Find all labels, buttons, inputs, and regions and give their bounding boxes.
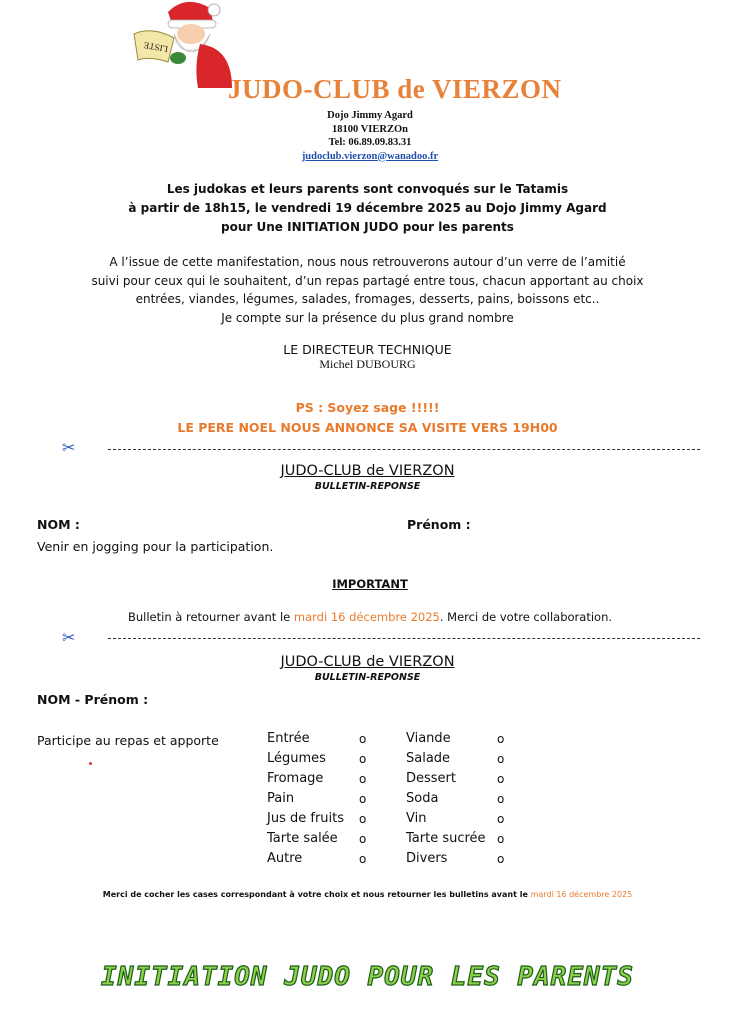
food-option-label: Tarte sucrée: [406, 831, 486, 846]
email-link[interactable]: judoclub.vierzon@wanadoo.fr: [301, 150, 439, 162]
food-option-label: Divers: [406, 851, 448, 866]
footer-note-date: mardi 16 décembre 2025: [530, 890, 633, 899]
dojo-name: Dojo Jimmy Agard: [327, 110, 413, 121]
food-option[interactable]: [267, 791, 371, 811]
city-line: 18100 VIERZOn: [332, 123, 408, 135]
important-heading: IMPORTANT: [332, 577, 408, 591]
checkbox-circle[interactable]: o: [359, 772, 367, 786]
food-option[interactable]: [267, 811, 371, 831]
jogging-note: Venir en jogging pour la participation.: [37, 539, 274, 554]
club-title: JUDO-CLUB de VIERZON: [228, 74, 562, 104]
checkbox-circle[interactable]: o: [359, 752, 367, 766]
food-option-label: Légumes: [267, 751, 326, 766]
checkbox-circle[interactable]: o: [497, 752, 505, 766]
checkbox-circle[interactable]: o: [359, 732, 367, 746]
food-option-label: Viande: [406, 731, 451, 746]
food-option[interactable]: [406, 851, 509, 871]
slip1-header: [0, 463, 735, 492]
info-line-2: suivi pour ceux qui le souhaitent, d’un repas partagé entre tous, chacun apportant au choix: [91, 273, 644, 288]
convocation-block: [0, 180, 735, 237]
food-option[interactable]: [406, 771, 509, 791]
santa-illustration: [128, 0, 238, 92]
food-option-label: Entrée: [267, 731, 310, 746]
checkbox-circle[interactable]: o: [497, 852, 505, 866]
checkbox-circle[interactable]: o: [359, 792, 367, 806]
checkbox-circle[interactable]: o: [497, 772, 505, 786]
food-option[interactable]: [406, 831, 509, 851]
food-options-col-1: [267, 731, 371, 871]
slip2-subtitle: BULLETIN-REPONSE: [314, 672, 421, 683]
food-options-col-2: [406, 731, 509, 871]
cut-line-2: [108, 638, 700, 639]
ps-block: [0, 398, 735, 438]
return-before: Bulletin à retourner avant le: [127, 610, 294, 624]
food-option-label: Soda: [406, 791, 439, 806]
director-name: Michel DUBOURG: [319, 357, 416, 371]
scissors-icon: ✂: [62, 438, 76, 457]
checkbox-circle[interactable]: o: [497, 812, 505, 826]
ps-line-2: LE PERE NOEL NOUS ANNONCE SA VISITE VERS 19H00: [177, 420, 558, 435]
cut-line-1: [108, 449, 700, 450]
checkbox-circle[interactable]: o: [359, 812, 367, 826]
convocation-line-3: pour Une INITIATION JUDO pour les parents: [221, 220, 514, 234]
checkbox-circle[interactable]: o: [497, 732, 505, 746]
food-option[interactable]: [406, 811, 509, 831]
phone-line: Tel: 06.89.09.83.31: [328, 137, 412, 148]
food-option-label: Autre: [267, 851, 303, 866]
food-option-label: Fromage: [267, 771, 324, 786]
info-line-4: Je compte sur la présence du plus grand nombre: [221, 310, 514, 325]
slip2-header: [0, 654, 735, 683]
food-option[interactable]: [406, 751, 509, 771]
convocation-line-1: Les judokas et leurs parents sont convoqués sur le Tatamis: [166, 182, 569, 196]
ps-line-1: PS : Soyez sage !!!!!: [295, 400, 440, 415]
scroll-text: LISTE: [142, 40, 169, 55]
director-role: LE DIRECTEUR TECHNIQUE: [283, 342, 452, 357]
food-option-label: Vin: [406, 811, 427, 826]
food-option[interactable]: [267, 751, 371, 771]
food-option-label: Salade: [406, 751, 451, 766]
checkbox-circle[interactable]: o: [359, 852, 367, 866]
red-dot: [89, 762, 92, 765]
nom-prenom-label: NOM - Prénom :: [37, 692, 149, 707]
info-line-1: A l’issue de cette manifestation, nous nous retrouverons autour d’un verre de l’amitié: [109, 255, 626, 269]
food-option-label: Jus de fruits: [267, 811, 345, 826]
footer-note-text: Merci de cocher les cases correspondant à votre choix et nous retourner les bulletins avant le: [102, 890, 531, 899]
food-option[interactable]: [267, 831, 371, 851]
slip2-title: JUDO-CLUB de VIERZON: [280, 654, 455, 670]
signature-block: [0, 342, 735, 372]
food-option[interactable]: [267, 731, 371, 751]
nom-label: NOM :: [37, 517, 80, 532]
food-option[interactable]: [267, 771, 371, 791]
food-option[interactable]: [406, 791, 509, 811]
slip1-subtitle: BULLETIN-REPONSE: [314, 481, 421, 492]
info-paragraph: [0, 253, 735, 327]
return-after: . Merci de votre collaboration.: [439, 610, 613, 624]
checkbox-circle[interactable]: o: [497, 832, 505, 846]
scissors-icon: ✂: [62, 628, 76, 647]
food-option-label: Dessert: [406, 771, 456, 786]
checkbox-circle[interactable]: o: [497, 792, 505, 806]
return-date: mardi 16 décembre 2025: [293, 610, 440, 624]
slip1-title: JUDO-CLUB de VIERZON: [280, 463, 455, 479]
convocation-line-2: à partir de 18h15, le vendredi 19 décembre 2025 au Dojo Jimmy Agard: [128, 201, 607, 215]
return-note: [0, 610, 735, 624]
initiation-banner: INITIATION JUDO POUR LES PARENTS: [101, 962, 634, 992]
checkbox-circle[interactable]: o: [359, 832, 367, 846]
food-option[interactable]: [267, 851, 371, 871]
info-line-3: entrées, viandes, légumes, salades, fromages, desserts, pains, boissons etc..: [135, 292, 600, 306]
prenom-label: Prénom :: [407, 517, 471, 532]
food-option[interactable]: [406, 731, 509, 751]
food-option-label: Tarte salée: [267, 831, 338, 846]
participe-label: Participe au repas et apporte: [37, 733, 219, 748]
food-option-label: Pain: [267, 791, 295, 806]
contact-block: [270, 109, 470, 163]
footer-note: [0, 890, 735, 899]
